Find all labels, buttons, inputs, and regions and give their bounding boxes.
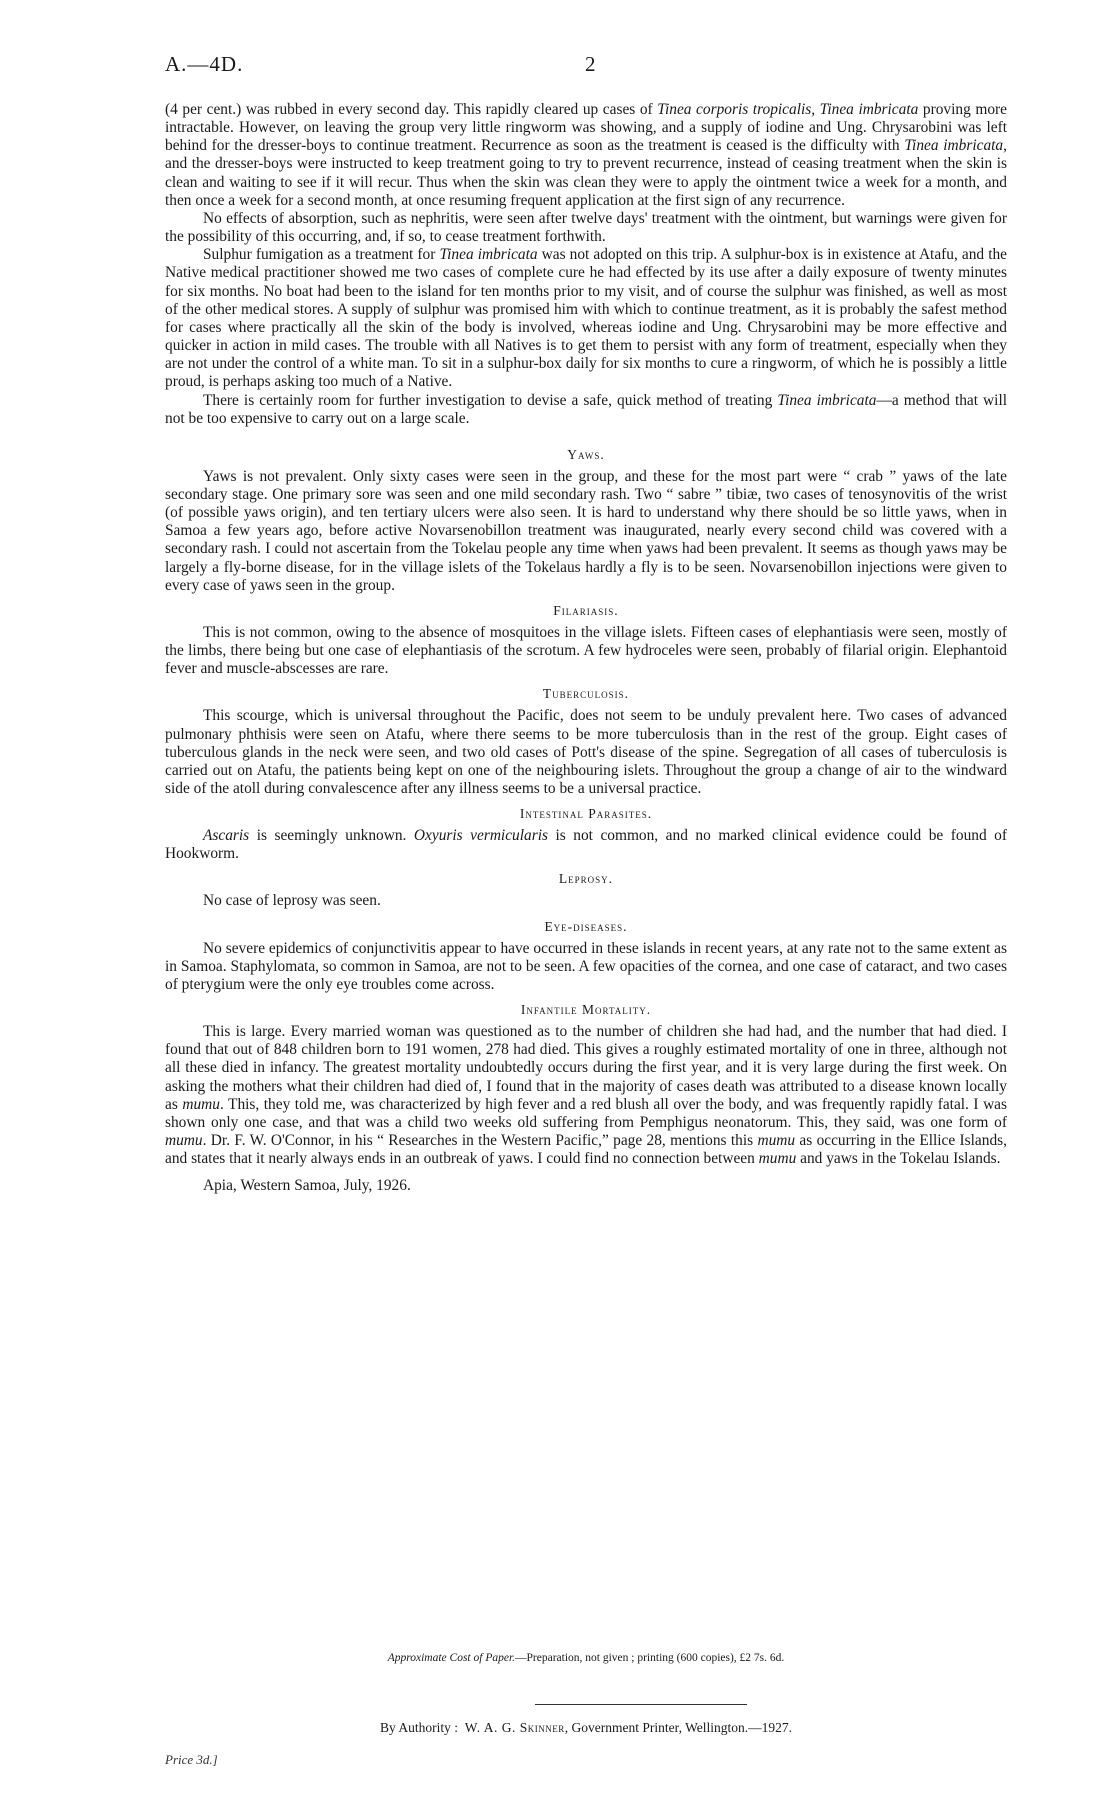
page-header xyxy=(165,52,954,80)
printer-authority: By Authority : W. A. G. Skinner, Government Printer, Wellington.—1927. xyxy=(379,1720,792,1735)
paragraph-ointment-treatment: (4 per cent.) was rubbed in every second day. This rapidly cleared up cases of Tinea corporis tropicalis, Tinea imbricata proving more intractable. However, on leaving the group very little ringworm was showing, and a supply of iodine and Ung. Chrysarobini was left behind for the dresser-boys to continue treatment. Recurrence as soon as the treatment is ceased is the difficulty with Tinea imbricata, and the dresser-boys were instructed to keep treatment going to try to prevent recurrence, instead of ceasing treatment when the skin is clean and waiting to see if it will recur. Thus when the skin was clean they were to apply the ointment twice a week for a month, and then once a week for a second month, at once resuming frequent application at the first sign of any recurrence. xyxy=(165,101,1007,209)
heading-eye-diseases: Eye-diseases. xyxy=(544,918,628,934)
heading-infantile-mortality: Infantile Mortality. xyxy=(520,1002,652,1018)
printer-name: W. A. G. Skinner xyxy=(464,1720,565,1735)
paragraph-eye-diseases: No severe epidemics of conjunctivitis appear to have occurred in these islands in recent years, at any rate not to the same extent as in Samoa. Staphylomata, so common in Samoa, are not to be seen. A few opacities of the cornea, and one case of cataract, and two cases of pterygium were the only eye troubles come across. xyxy=(165,939,1007,993)
heading-intestinal-parasites: Intestinal Parasites. xyxy=(519,806,653,822)
paragraph-sulphur-fumigation: Sulphur fumigation as a treatment for Tinea imbricata was not adopted on this trip. A sulphur-box is in existence at Atafu, and the Native medical practitioner showed me two cases of complete cure he had effected by its use after a daily exposure of twenty minutes for six months. No boat had been to the island for ten months prior to my visit, and of course the sulphur was finished, as well as most of the other medical stores. A supply of sulphur was promised him with which to continue treatment, as it is probably the safest method for cases where practically all the skin of the body is involved, whereas iodine and Ung. Chrysarobini may be more effective and quicker in action in mild cases. The trouble with all Natives is to get them to persist with any form of treatment, especially when they are not under the control of a white man. To sit in a sulphur-box daily for six months to cure a ringworm, of which he is possibly a little proud, is perhaps asking too much of a Native. xyxy=(165,246,1008,391)
approximate-cost-note: Approximate Cost of Paper.—Preparation, not given ; printing (600 copies), £2 7s. 6d. xyxy=(387,1652,785,1664)
price-note: Price 3d.] xyxy=(165,1752,218,1767)
document-body xyxy=(165,101,1007,1196)
paragraph-infantile-mortality: This is large. Every married woman was questioned as to the number of children she had had, and the number that had died. I found that out of 848 children born to 191 women, 278 had died. This gives a roughly estimated mortality of one in three, although not all these died in infancy. The greatest mortality undoubtedly occurs during the first year, and it is very large during the first week. On asking the mothers what their children had died of, I found that in the majority of cases death was attributed to a disease known locally as mumu. This, they told me, was characterized by high fever and a red blush all over the body, and was frequently rapidly fatal. I was shown only one case, and that was a child two weeks old suffering from Pemphigus neonatorum. This, they said, was one form of mumu. Dr. F. W. O'Connor, in his “ Researches in the Western Pacific,” page 28, mentions this mumu as occurring in the Ellice Islands, and states that it nearly always ends in an outbreak of yaws. I could find no connection between mumu and yaws in the Tokelau Islands. xyxy=(165,1023,1007,1168)
paragraph-filariasis: This is not common, owing to the absence of mosquitoes in the village islets. Fifteen cases of elephantiasis were seen, mostly of the limbs, there being but one case of elephantiasis of the scrotum. A few hydroceles were seen, probably of filarial origin. Elephantoid fever and muscle-abscesses are rare. xyxy=(165,623,1007,678)
footer-divider xyxy=(535,1704,747,1705)
paragraph-tuberculosis: This scourge, which is universal throughout the Pacific, does not seem to be unduly prevalent here. Two cases of advanced pulmonary phthisis were seen on Atafu, where there seems to be more tuberculosis than in the rest of the group. Eight cases of tuberculous glands in the neck were seen, and two old cases of Pott's disease of the spine. Segregation of all cases of tuberculosis is carried out on Atafu, the patients being kept on one of the neighbouring islets. Throughout the group a change of air to the windward side of the atoll during convalescence after any illness seems to be a universal practice. xyxy=(165,707,1007,797)
page-number: 2 xyxy=(585,52,596,76)
paragraph-further-investigation: There is certainly room for further investigation to devise a safe, quick method of treating Tinea imbricata—a method that will not be too expensive to carry out on a large scale. xyxy=(165,391,1008,427)
heading-tuberculosis: Tuberculosis. xyxy=(542,686,630,702)
heading-filariasis: Filariasis. xyxy=(553,602,619,618)
paragraph-yaws: Yaws is not prevalent. Only sixty cases were seen in the group, and these for the most part were “ crab ” yaws of the late secondary stage. One primary sore was seen and one mild secondary rash. Two “ sabre ” tibiæ, two cases of tenosynovitis of the wrist (of possible yaws origin), and ten tertiary ulcers were also seen. It is hard to understand why there should be so little yaws, when in Samoa a few years ago, before active Novarsenobillon treatment was inaugurated, nearly every second child was covered with a secondary rash. I could not ascertain from the Tokelau people any time when yaws had been prevalent. It seems as though yaws may be largely a fly-borne disease, for in the village islets of the Tokelaus hardly a fly is to be seen. Novarsenobillon injections were given to every case of yaws seen in the group. xyxy=(165,467,1007,594)
document-reference: A.—4D. xyxy=(165,52,244,76)
heading-yaws: Yaws. xyxy=(567,446,605,462)
signoff-place-date: Apia, Western Samoa, July, 1926. xyxy=(203,1177,411,1195)
paragraph-leprosy: No case of leprosy was seen. xyxy=(203,892,381,910)
paragraph-intestinal-parasites: Ascaris is seemingly unknown. Oxyuris vermicularis is not common, and no marked clinical evidence could be found of Hookworm. xyxy=(165,827,1007,863)
heading-leprosy: Leprosy. xyxy=(558,871,614,887)
paragraph-absorption: No effects of absorption, such as nephritis, were seen after twelve days' treatment with the ointment, but warnings were given for the possibility of this occurring, and, if so, to cease treatment forthwith. xyxy=(165,209,1007,246)
